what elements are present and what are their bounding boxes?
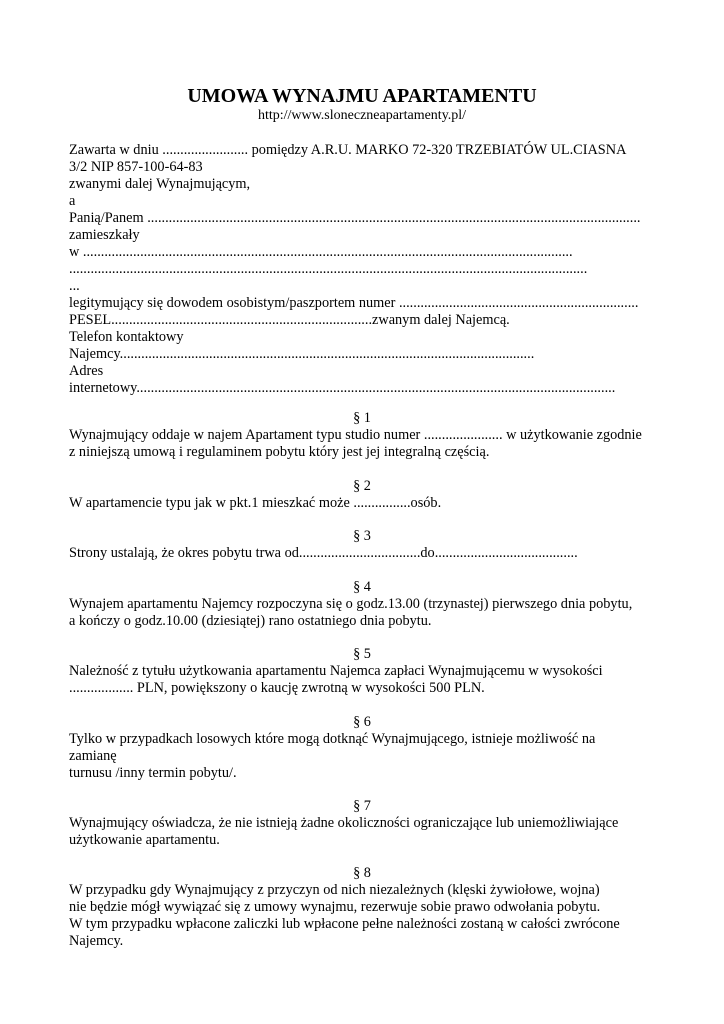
section-line: Strony ustalają, że okres pobytu trwa od..................................do........................................ bbox=[69, 545, 578, 561]
section-line: Wynajmujący oświadcza, że nie istnieją żadne okoliczności ograniczające lub uniemożliwiające bbox=[69, 815, 619, 831]
section-line: W przypadku gdy Wynajmujący z przyczyn od nich niezależnych (klęski żywiołowe, wojna) bbox=[69, 882, 600, 898]
section-mark: § 2 bbox=[353, 478, 371, 494]
intro-line: legitymujący się dowodem osobistym/paszportem numer ................................................................... bbox=[69, 295, 639, 311]
section-mark: § 8 bbox=[353, 865, 371, 881]
intro-line: zamieszkały bbox=[69, 227, 140, 243]
section-line: turnusu /inny termin pobytu/. bbox=[69, 765, 237, 781]
intro-line: ................................................................................................................................................. bbox=[69, 261, 588, 277]
intro-line: zwanymi dalej Wynajmującym, bbox=[69, 176, 251, 192]
section-line: .................. PLN, powiększony o kaucję zwrotną w wysokości 500 PLN. bbox=[69, 680, 485, 696]
section-mark: § 6 bbox=[353, 714, 371, 730]
section-mark: § 3 bbox=[353, 528, 371, 544]
intro-line: a bbox=[69, 193, 76, 209]
section-line: użytkowanie apartamentu. bbox=[69, 832, 220, 848]
section-mark: § 1 bbox=[353, 410, 371, 426]
section-line: W tym przypadku wpłacone zaliczki lub wpłacone pełne należności zostaną w całości zwrócone bbox=[69, 916, 620, 932]
section-line: a kończy o godz.10.00 (dziesiątej) rano ostatniego dnia pobytu. bbox=[69, 613, 432, 629]
section-line: Należność z tytułu użytkowania apartamentu Najemca zapłaci Wynajmującemu w wysokości bbox=[69, 663, 603, 679]
intro-line: w ......................................................................................................................................... bbox=[69, 244, 573, 260]
document-title: UMOWA WYNAJMU APARTAMENTU bbox=[187, 85, 537, 107]
section-mark: § 5 bbox=[353, 646, 371, 662]
section-line: zamianę bbox=[69, 748, 117, 764]
section-line: Wynajem apartamentu Najemcy rozpoczyna się o godz.13.00 (trzynastej) pierwszego dnia pobytu, bbox=[69, 596, 633, 612]
intro-line: 3/2 NIP 857-100-64-83 bbox=[69, 159, 203, 175]
section-line: Tylko w przypadkach losowych które mogą dotknąć Wynajmującego, istnieje możliwość na bbox=[69, 731, 596, 747]
section-mark: § 7 bbox=[353, 798, 371, 814]
section-mark: § 4 bbox=[353, 579, 371, 595]
section-line: Wynajmujący oddaje w najem Apartament typu studio numer ...................... w użytkowanie zgodnie bbox=[69, 427, 642, 443]
section-line: nie będzie mógł wywiązać się z umowy wynajmu, rezerwuje sobie prawo odwołania pobytu. bbox=[69, 899, 601, 915]
intro-line: internetowy...................................................................................................................................... bbox=[69, 380, 616, 396]
intro-line: Adres bbox=[69, 363, 104, 379]
intro-line: Panią/Panem .......................................................................................................................................... bbox=[69, 210, 641, 226]
intro-line: ... bbox=[69, 278, 80, 294]
intro-line: Telefon kontaktowy bbox=[69, 329, 184, 345]
website-url: http://www.sloneczneapartamenty.pl/ bbox=[257, 108, 467, 123]
intro-line: PESEL.........................................................................zwanym dalej Najemcą. bbox=[69, 312, 510, 328]
intro-line: Najemcy.................................................................................................................... bbox=[69, 346, 535, 362]
intro-line: Zawarta w dniu ........................ pomiędzy A.R.U. MARKO 72-320 TRZEBIATÓW UL.CIASNA bbox=[69, 142, 627, 158]
section-line: W apartamencie typu jak w pkt.1 mieszkać może ................osób. bbox=[69, 495, 442, 511]
section-line: Najemcy. bbox=[69, 933, 124, 949]
section-line: z niniejszą umową i regulaminem pobytu który jest jej integralną częścią. bbox=[69, 444, 490, 460]
